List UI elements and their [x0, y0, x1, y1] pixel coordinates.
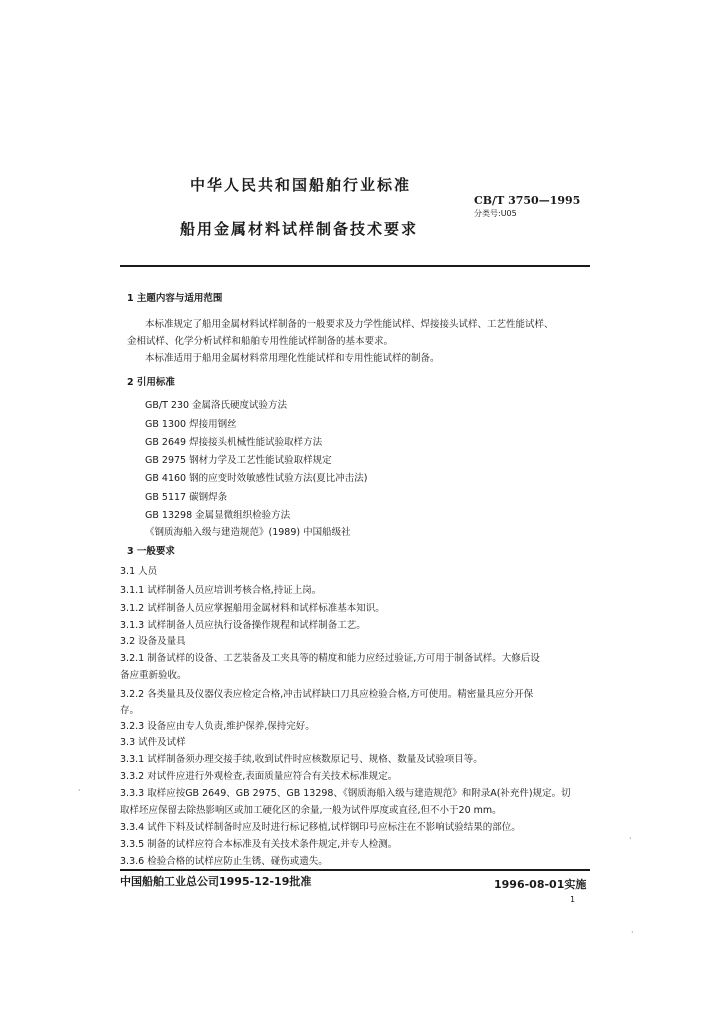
section-2-heading: 2 引用标准 — [127, 377, 175, 388]
reference-item: GB 4160 钢的应变时效敏感性试验方法(夏比冲击法) — [145, 473, 368, 484]
clause-line: 3.3.1 试样制备须办理交接手续,收到试件时应核数原记号、规格、数量及试验项目等。 — [120, 754, 483, 765]
reference-item: GB 2975 钢材力学及工艺性能试验取样规定 — [145, 455, 332, 466]
footer-rule — [120, 869, 590, 871]
reference-item: GB 5117 碳钢焊条 — [145, 492, 228, 503]
clause-line: 3.1.1 试样制备人员应培训考核合格,持证上岗。 — [120, 585, 322, 596]
reference-item: GB 1300 焊接用钢丝 — [145, 419, 237, 430]
document-title: 船用金属材料试样制备技术要求 — [180, 220, 419, 238]
section-3-heading: 3 一般要求 — [127, 546, 175, 557]
scan-speck: · — [78, 786, 81, 795]
reference-item: GB 13298 金属显微组织检验方法 — [145, 510, 291, 521]
implementation-date: 1996-08-01实施 — [494, 878, 587, 891]
clause-line: 3.2.2 各类量具及仪器仪表应检定合格,冲击试样缺口刀具应检验合格,方可使用。精密量具应分开保 — [120, 689, 534, 700]
section-1-paragraph: 本标准适用于船用金属材料常用理化性能试样和专用性能试样的制备。 — [145, 353, 440, 364]
issuing-body: 中华人民共和国船舶行业标准 — [190, 176, 412, 194]
reference-item: GB 2649 焊接接头机械性能试验取样方法 — [145, 437, 323, 448]
clause-line: 3.1.3 试样制备人员应执行设备操作规程和试样制备工艺。 — [120, 620, 366, 631]
classification-number: 分类号:U05 — [474, 209, 517, 218]
clause-line: 3.2.1 制备试样的设备、工艺装备及工夹具等的精度和能力应经过验证,方可用于制备试样。大修后设 — [120, 653, 540, 664]
scan-speck: · — [629, 834, 632, 843]
clause-line: 3.1 人员 — [120, 566, 158, 577]
clause-line: 3.3.5 制备的试样应符合本标准及有关技术条件规定,并专人检测。 — [120, 839, 398, 850]
reference-item: 《钢质海船入级与建造规范》(1989) 中国船级社 — [145, 527, 351, 538]
clause-line: 备应重新验收。 — [120, 670, 187, 681]
clause-line: 取样坯应保留去除热影响区或加工硬化区的余量,一般为试件厚度或直径,但不小于20 mm。 — [120, 805, 502, 816]
header-rule — [120, 265, 590, 267]
section-1-paragraph-line: 本标准规定了船用金属材料试样制备的一般要求及力学性能试样、焊接接头试样、工艺性能试样、 — [145, 319, 554, 330]
clause-line: 3.3.6 检验合格的试样应防止生锈、碰伤或遗失。 — [120, 856, 328, 867]
clause-line: 3.3 试件及试样 — [120, 737, 186, 748]
standard-code: CB/T 3750—1995 — [474, 194, 581, 207]
clause-line: 3.3.2 对试件应进行外观检查,表面质量应符合有关技术标准规定。 — [120, 771, 398, 782]
scan-speck: · — [631, 928, 634, 937]
clause-line: 3.3.3 取样应按GB 2649、GB 2975、GB 13298、《钢质海船入级与建造规范》和附录A(补充件)规定。切 — [120, 788, 571, 799]
clause-line: 3.3.4 试件下料及试样制备时应及时进行标记移植,试样钢印号应标注在不影响试验结果的部位。 — [120, 822, 521, 833]
clause-line: 3.2.3 设备应由专人负责,维护保养,保持完好。 — [120, 721, 315, 732]
reference-item: GB/T 230 金属洛氏硬度试验方法 — [145, 400, 288, 411]
section-1-paragraph-line: 金相试样、化学分析试样和船舶专用性能试样制备的基本要求。 — [127, 336, 394, 347]
clause-line: 存。 — [120, 705, 140, 716]
section-1-heading: 1 主题内容与适用范围 — [127, 293, 223, 304]
clause-line: 3.2 设备及量具 — [120, 636, 186, 647]
approval-date: 中国船舶工业总公司1995-12-19批准 — [120, 875, 312, 888]
clause-line: 3.1.2 试样制备人员应掌握船用金属材料和试样标准基本知识。 — [120, 603, 385, 614]
page-number: 1 — [570, 895, 576, 904]
